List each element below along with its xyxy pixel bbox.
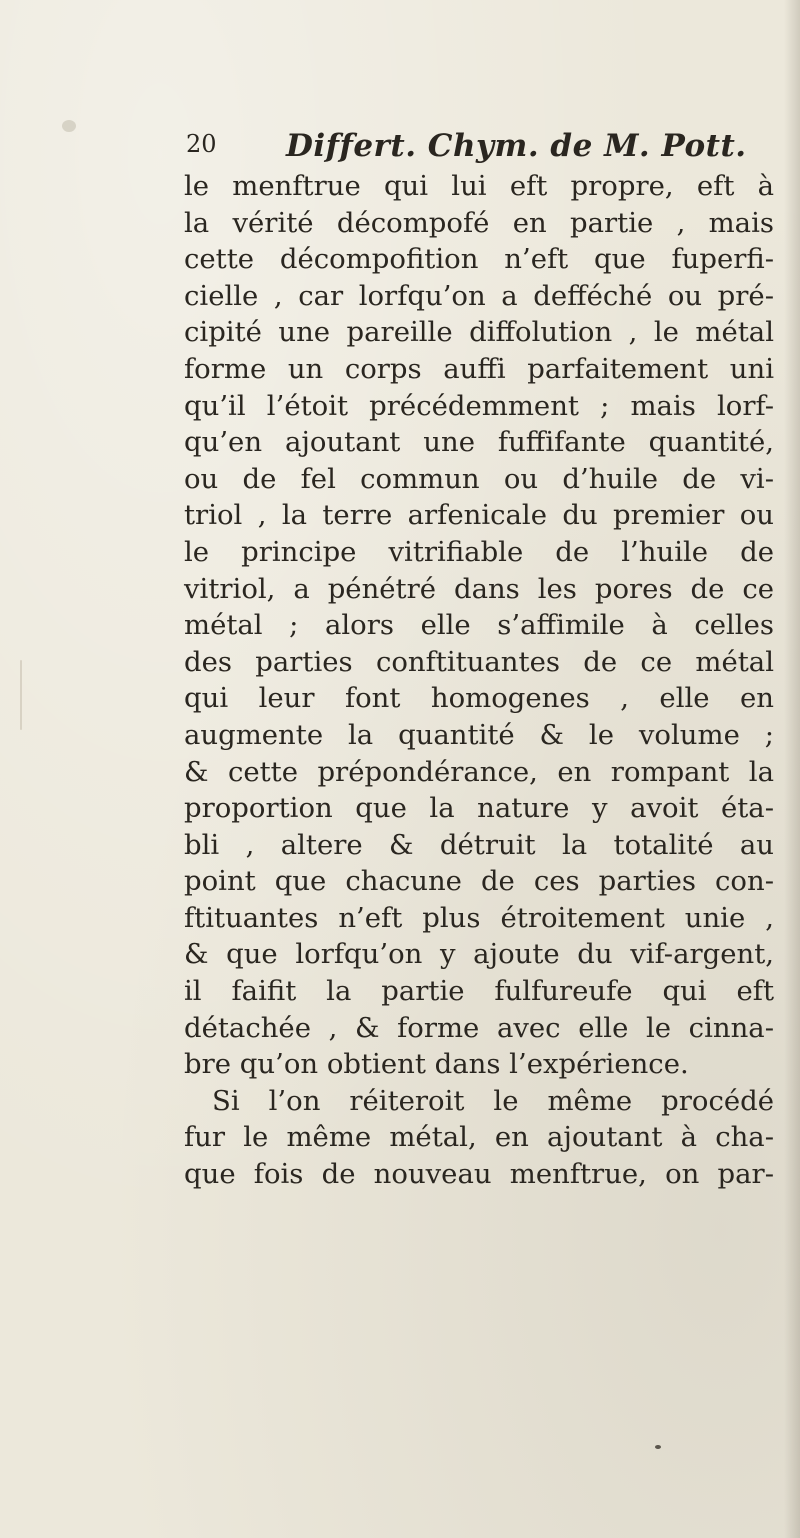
text-line: & que lorfqu’on y ajoute du vif-argent, — [184, 938, 774, 971]
text-line: forme un corps auffi parfaitement uni — [184, 352, 774, 385]
text-line: la vérité décompofé en partie , mais — [184, 206, 774, 239]
text-line: ftituantes n’eft plus étroitement unie , — [184, 901, 774, 934]
page-gutter-shadow — [784, 0, 800, 1538]
running-title: Differt. Chym. de M. Pott. — [286, 128, 747, 164]
ink-speck — [655, 1445, 661, 1449]
body-text — [184, 168, 774, 1193]
text-line: augmente la quantité & le volume ; — [184, 718, 774, 751]
text-line: il faifit la partie fulfureufe qui eft — [184, 975, 774, 1008]
text-line: triol , la terre arfenicale du premier ou — [184, 499, 774, 532]
text-line: Si l’on réiteroit le même procédé — [212, 1084, 774, 1117]
text-line: vitriol, a pénétré dans les pores de ce — [184, 572, 774, 605]
page-number: 20 — [186, 130, 217, 158]
paper-stain — [62, 120, 76, 132]
paper-crease — [20, 660, 22, 730]
text-line: cipité une pareille diffolution , le métal — [184, 316, 774, 349]
text-line: le menftrue qui lui eft propre, eft à — [184, 170, 774, 202]
text-line: que fois de nouveau menftrue, on par- — [184, 1158, 774, 1191]
text-line: proportion que la nature y avoit éta- — [184, 792, 774, 825]
text-line: le principe vitrifiable de l’huile de — [184, 535, 774, 568]
text-line: & cette prépondérance, en rompant la — [184, 755, 774, 788]
text-line: cielle , car lorfqu’on a defféché ou pré- — [184, 279, 774, 312]
text-line: ou de fel commun ou d’huile de vi- — [184, 462, 774, 495]
text-line: qu’il l’étoit précédemment ; mais lorf- — [184, 389, 774, 422]
text-line: détachée , & forme avec elle le cinna- — [184, 1011, 774, 1044]
text-line: des parties conftituantes de ce métal — [184, 645, 774, 678]
text-line: qu’en ajoutant une fuffifante quantité, — [184, 426, 774, 459]
text-line: bli , altere & détruit la totalité au — [184, 828, 774, 861]
text-line: métal ; alors elle s’affimile à celles — [184, 609, 774, 642]
text-line: point que chacune de ces parties con- — [184, 865, 774, 898]
text-line: cette décompofition n’eft que fuperfi- — [184, 243, 774, 276]
text-line: qui leur font homogenes , elle en — [184, 682, 774, 715]
text-line: fur le même métal, en ajoutant à cha- — [184, 1121, 774, 1154]
text-line: bre qu’on obtient dans l’expérience. — [184, 1048, 689, 1081]
